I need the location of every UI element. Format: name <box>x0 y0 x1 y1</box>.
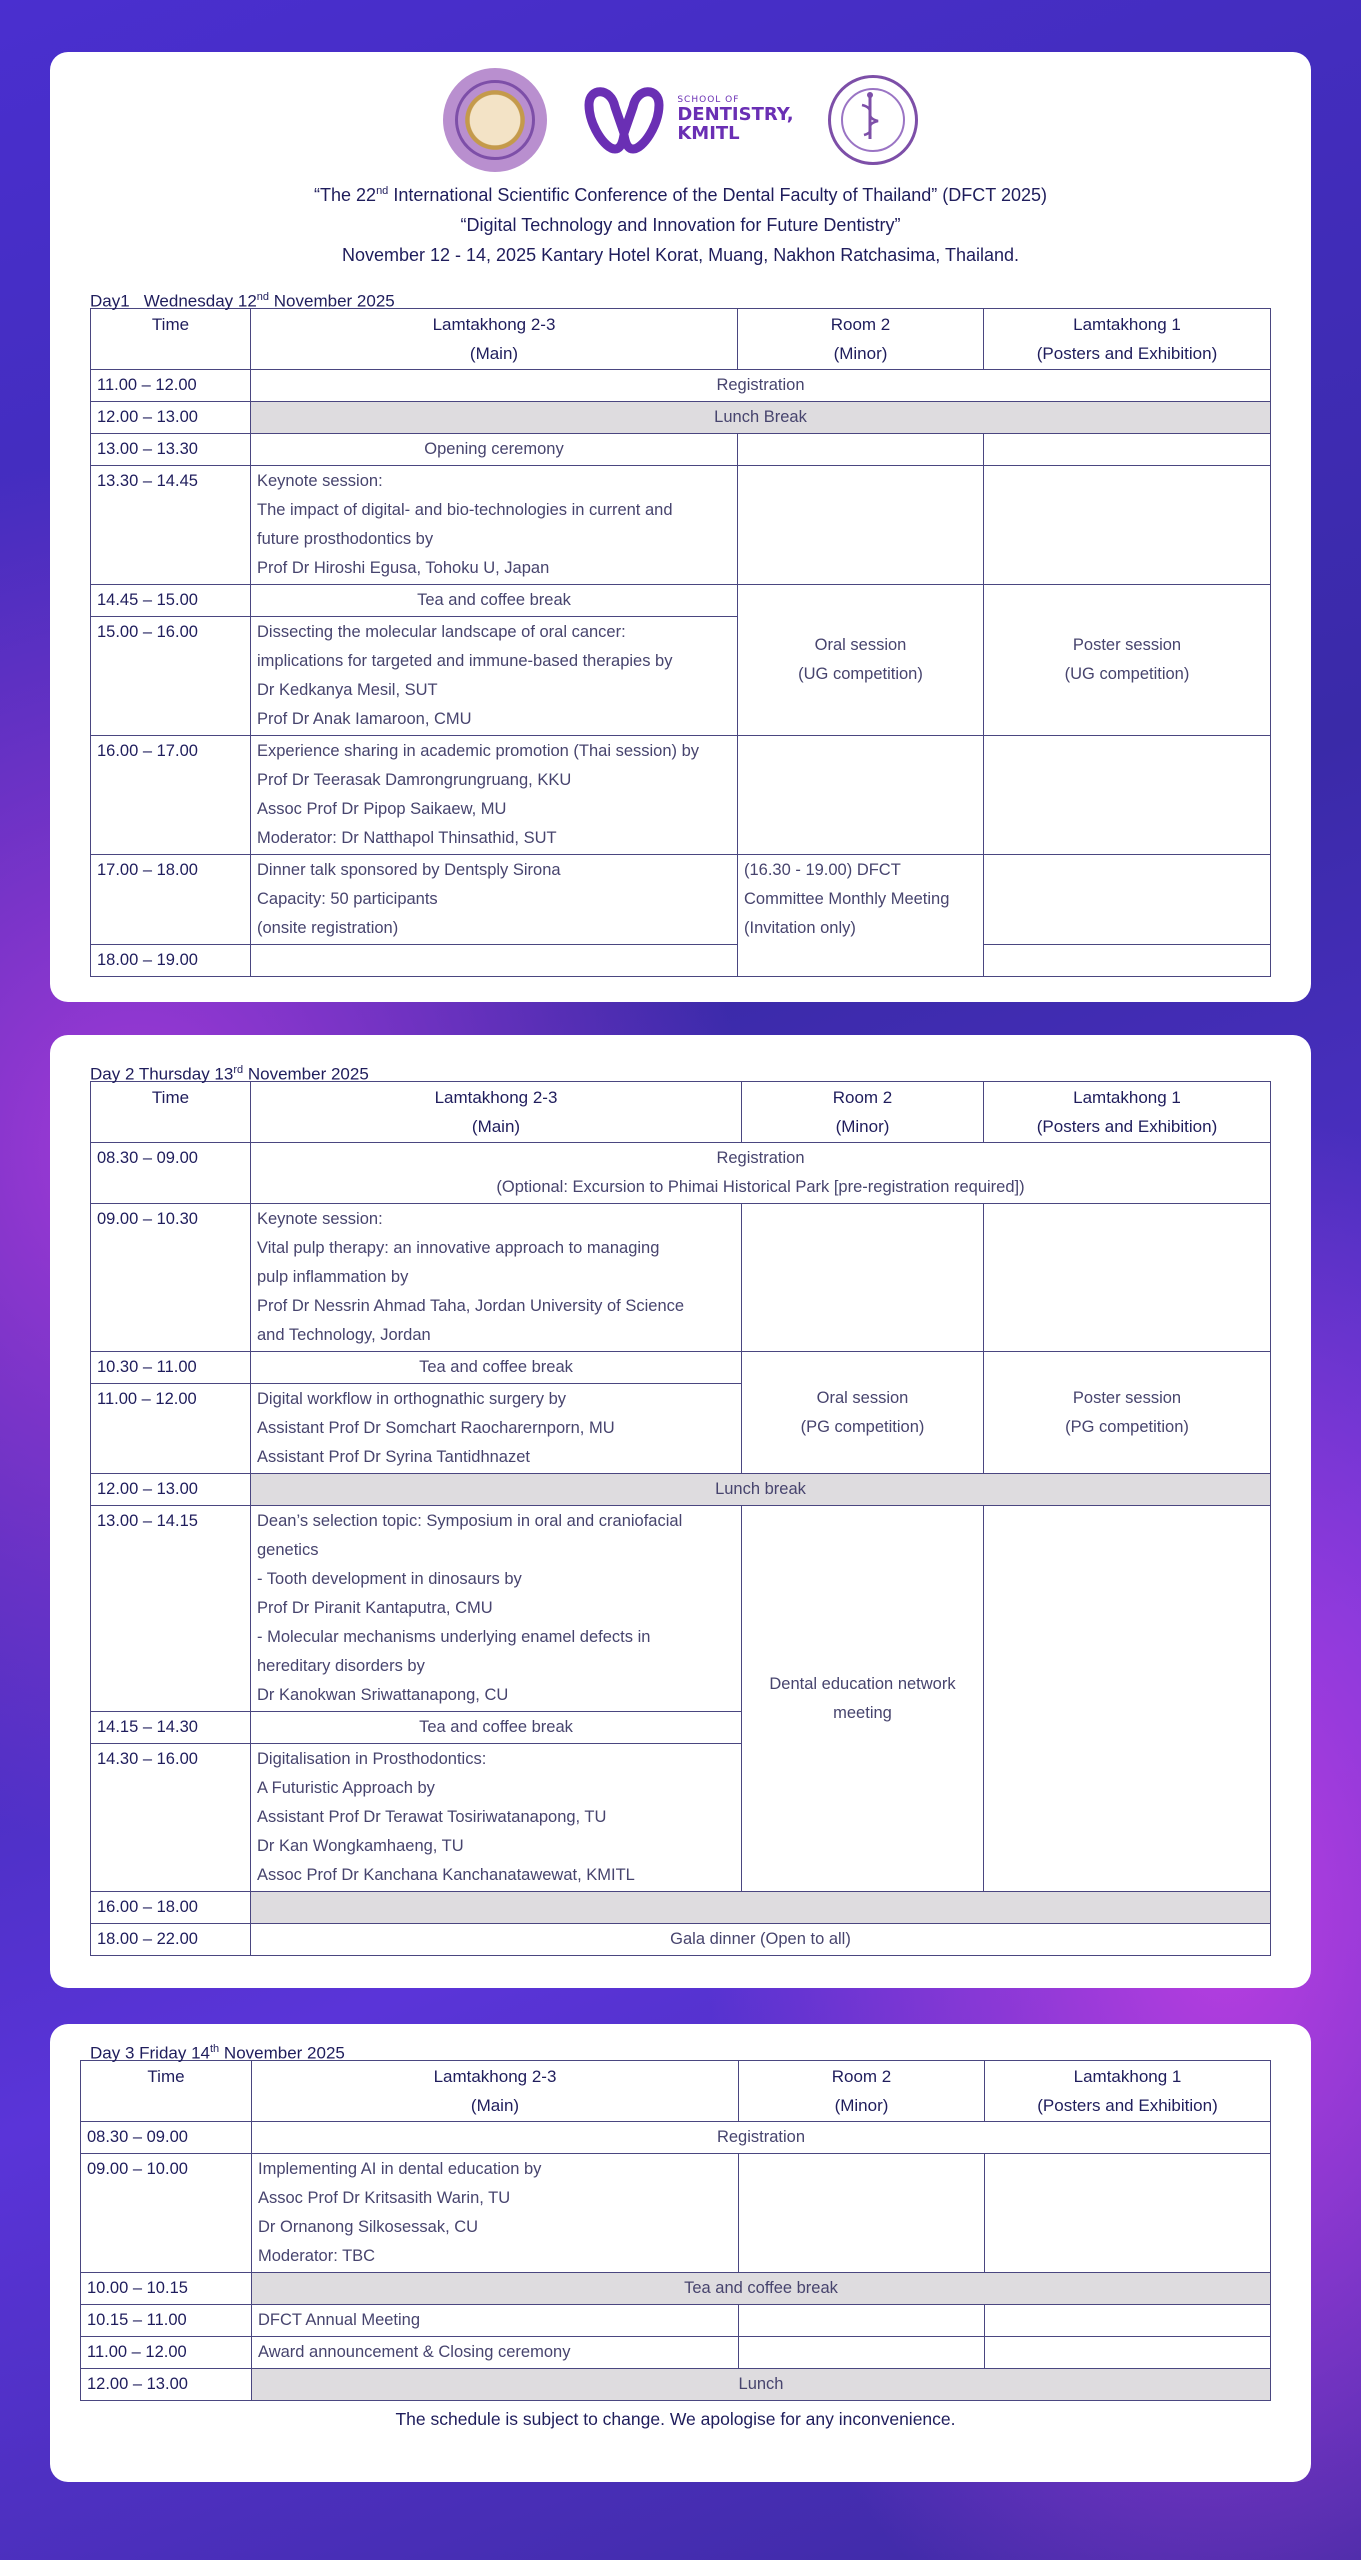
break-cell: Lunch Break <box>251 402 1271 434</box>
session-line: Keynote session: <box>257 472 383 490</box>
logo-kmitl: KMITL <box>677 122 740 144</box>
conference-header <box>90 176 1271 270</box>
empty-cell <box>739 2337 985 2369</box>
empty-cell <box>742 1204 984 1352</box>
break-cell: Lunch <box>252 2369 1271 2401</box>
network-meeting-label: Dental education network <box>769 1674 956 1693</box>
empty-cell <box>984 736 1271 855</box>
col-room2-sub: (Minor) <box>835 1117 890 1136</box>
poster-session-cell <box>984 1352 1271 1474</box>
table-row <box>91 402 1271 434</box>
col-lam1-header <box>984 309 1271 370</box>
session-line: Moderator: Dr Natthapol Thinsathid, SUT <box>257 829 557 847</box>
oral-session-label: Oral session <box>816 1388 909 1407</box>
empty-cell <box>984 855 1271 945</box>
time-cell: 18.00 – 19.00 <box>91 945 251 977</box>
committee-meeting-cell <box>738 855 984 977</box>
day3-label: Day 3 Friday 14 <box>90 2043 210 2063</box>
table-row <box>91 1143 1271 1204</box>
col-lam1-sub: (Posters and Exhibition) <box>1036 344 1218 363</box>
empty-cell <box>984 1506 1271 1892</box>
day1-card <box>50 52 1311 1002</box>
session-line: Dr Kan Wongkamhaeng, TU <box>257 1837 464 1855</box>
col-main-header <box>251 309 738 370</box>
empty-cell <box>984 1204 1271 1352</box>
title-part-a: “The 22 <box>314 185 377 205</box>
session-line: Prof Dr Anak Iamaroon, CMU <box>257 710 472 728</box>
table-row <box>91 1474 1271 1506</box>
network-meeting-cell <box>742 1506 984 1892</box>
conference-theme: “Digital Technology and Innovation for Future Dentistry” <box>460 215 901 235</box>
poster-session-label: Poster session <box>1072 636 1182 654</box>
day3-month: November 2025 <box>219 2043 345 2063</box>
col-lam1-name: Lamtakhong 1 <box>1073 1088 1181 1107</box>
time-cell: 11.00 – 12.00 <box>91 1384 251 1474</box>
session-line: - Molecular mechanisms underlying enamel defects in <box>257 1628 651 1646</box>
session-cell <box>251 736 738 855</box>
col-main-name: Lamtakhong 2-3 <box>433 2067 557 2086</box>
time-cell: 12.00 – 13.00 <box>91 1474 251 1506</box>
time-cell: 13.00 – 14.15 <box>91 1506 251 1712</box>
empty-cell <box>738 736 984 855</box>
session-cell <box>251 1204 742 1352</box>
session-line: Assoc Prof Dr Pipop Saikaew, MU <box>257 800 507 818</box>
col-room2-sub: (Minor) <box>833 344 888 363</box>
col-main-sub: (Main) <box>469 344 519 363</box>
logo-row <box>90 52 1271 170</box>
col-time-header <box>91 1082 251 1143</box>
session-cell <box>251 1744 742 1892</box>
break-cell: Tea and coffee break <box>252 2273 1271 2305</box>
col-time-header <box>91 309 251 370</box>
table-row <box>91 434 1271 466</box>
session-line: The impact of digital- and bio-technologies in current and <box>257 501 673 519</box>
break-cell: Tea and coffee break <box>251 1352 742 1384</box>
day1-date: Wednesday 12 <box>143 291 257 311</box>
session-line: Prof Dr Nessrin Ahmad Taha, Jordan University of Science <box>257 1297 685 1315</box>
time-cell: 18.00 – 22.00 <box>91 1924 251 1956</box>
day2-schedule-table <box>90 1081 1271 1956</box>
day3-date-sup: th <box>210 2043 220 2055</box>
empty-cell <box>984 945 1271 977</box>
session-line: Prof Dr Piranit Kantaputra, CMU <box>257 1599 493 1617</box>
day1-label: Day1 <box>90 291 130 311</box>
empty-cell <box>985 2154 1271 2273</box>
table-row <box>81 2154 1271 2273</box>
session-line: Assistant Prof Dr Somchart Raocharernporn, MU <box>257 1419 615 1437</box>
empty-cell <box>739 2154 985 2273</box>
col-lam1-header <box>985 2061 1271 2122</box>
empty-cell <box>985 2305 1271 2337</box>
session-line: Vital pulp therapy: an innovative approach to managing <box>257 1239 660 1257</box>
table-row <box>91 1892 1271 1924</box>
session-line: Assoc Prof Dr Kanchana Kanchanatawewat, KMITL <box>257 1866 635 1884</box>
table-row <box>91 855 1271 945</box>
session-cell <box>251 1506 742 1712</box>
table-row <box>91 1352 1271 1384</box>
session-line: Assoc Prof Dr Kritsasith Warin, TU <box>258 2189 511 2207</box>
col-main-header <box>252 2061 739 2122</box>
col-main-name: Lamtakhong 2-3 <box>434 1088 558 1107</box>
session-line: Keynote session: <box>257 1210 383 1228</box>
col-lam1-name: Lamtakhong 1 <box>1073 2067 1182 2086</box>
day1-schedule-table <box>90 308 1271 977</box>
time-cell: 10.15 – 11.00 <box>81 2305 252 2337</box>
logo-dentistry: DENTISTRY, <box>677 103 794 125</box>
table-header-row <box>81 2061 1271 2122</box>
time-cell: 10.00 – 10.15 <box>81 2273 252 2305</box>
session-line: and Technology, Jordan <box>257 1326 431 1344</box>
empty-cell <box>251 945 738 977</box>
day2-date-sup: rd <box>233 1064 244 1076</box>
table-row <box>91 370 1271 402</box>
break-cell: Lunch break <box>251 1474 1271 1506</box>
session-line: Dr Ornanong Silkosessak, CU <box>258 2218 479 2236</box>
poster-session-sub: (PG competition) <box>1065 1417 1189 1436</box>
session-line: Prof Dr Hiroshi Egusa, Tohoku U, Japan <box>257 559 550 577</box>
poster-session-sub: (UG competition) <box>1064 665 1190 683</box>
session-cell: DFCT Annual Meeting <box>252 2305 739 2337</box>
col-lam1-header <box>984 1082 1271 1143</box>
time-cell: 11.00 – 12.00 <box>91 370 251 402</box>
table-header-row <box>91 309 1271 370</box>
table-row <box>91 1204 1271 1352</box>
col-room2-name: Room 2 <box>832 1088 893 1107</box>
col-time-label: Time <box>147 2067 185 2086</box>
schedule-disclaimer: The schedule is subject to change. We apologise for any inconvenience. <box>395 2409 956 2429</box>
conference-date-venue: November 12 - 14, 2025 Kantary Hotel Korat, Muang, Nakhon Ratchasima, Thailand. <box>341 245 1020 265</box>
time-cell: 08.30 – 09.00 <box>91 1143 251 1204</box>
time-cell: 13.00 – 13.30 <box>91 434 251 466</box>
col-time-label: Time <box>151 1088 190 1107</box>
session-line: Assistant Prof Dr Terawat Tosiriwatanapong, TU <box>257 1808 607 1826</box>
col-lam1-sub: (Posters and Exhibition) <box>1036 1117 1218 1136</box>
col-lam1-name: Lamtakhong 1 <box>1073 315 1181 334</box>
table-row <box>91 1506 1271 1712</box>
day3-title <box>80 2038 1271 2063</box>
col-time-header <box>81 2061 252 2122</box>
time-cell: 15.00 – 16.00 <box>91 617 251 736</box>
session-line: Dean’s selection topic: Symposium in oral and craniofacial <box>257 1512 683 1530</box>
day2-title <box>90 1059 1271 1084</box>
table-row <box>91 585 1271 617</box>
session-cell <box>251 466 738 585</box>
day2-label: Day 2 Thursday 13 <box>90 1064 234 1084</box>
session-line: (onsite registration) <box>257 919 399 937</box>
table-header-row <box>91 1082 1271 1143</box>
table-row <box>81 2337 1271 2369</box>
session-cell <box>251 617 738 736</box>
table-row <box>81 2122 1271 2154</box>
day1-month: November 2025 <box>269 291 395 311</box>
table-row <box>91 1924 1271 1956</box>
time-cell: 12.00 – 13.00 <box>81 2369 252 2401</box>
session-line: (16.30 - 19.00) DFCT <box>744 861 901 879</box>
day2-month: November 2025 <box>243 1064 369 1084</box>
session-line: Dr Kanokwan Sriwattanapong, CU <box>257 1686 509 1704</box>
title-part-b: International Scientific Conference of the Dental Faculty of Thailand” (DFCT 2025) <box>388 185 1047 205</box>
session-line: Dissecting the molecular landscape of oral cancer: <box>257 623 626 641</box>
session-line: implications for targeted and immune-based therapies by <box>257 652 673 670</box>
session-line: Assistant Prof Dr Syrina Tantidhnazet <box>257 1448 530 1466</box>
session-line: Digitalisation in Prosthodontics: <box>257 1750 487 1768</box>
session-line: Registration <box>716 1149 805 1167</box>
day3-card <box>50 2024 1311 2482</box>
col-main-name: Lamtakhong 2-3 <box>432 315 556 334</box>
tooth-mark-icon <box>581 85 667 155</box>
break-cell: Tea and coffee break <box>251 1712 742 1744</box>
session-line: Experience sharing in academic promotion (Thai session) by <box>257 742 700 760</box>
table-row <box>91 945 1271 977</box>
col-room2-header <box>739 2061 985 2122</box>
session-cell <box>251 855 738 945</box>
oral-session-sub: (PG competition) <box>800 1417 925 1436</box>
session-cell <box>252 2154 739 2273</box>
session-line: Prof Dr Teerasak Damrongrungruang, KKU <box>257 771 572 789</box>
dental-association-seal-logo <box>828 75 918 165</box>
empty-cell <box>739 2305 985 2337</box>
session-line: A Futuristic Approach by <box>257 1779 435 1797</box>
oral-session-cell <box>738 585 984 736</box>
col-lam1-sub: (Posters and Exhibition) <box>1037 2096 1218 2115</box>
session-line: Dinner talk sponsored by Dentsply Sirona <box>257 861 561 879</box>
col-time-label: Time <box>151 315 190 334</box>
oral-session-label: Oral session <box>814 636 907 654</box>
empty-cell <box>985 2337 1271 2369</box>
time-cell: 17.00 – 18.00 <box>91 855 251 945</box>
empty-cell <box>738 434 984 466</box>
empty-cell <box>738 466 984 585</box>
conference-title <box>90 176 1271 210</box>
time-cell: 08.30 – 09.00 <box>81 2122 252 2154</box>
col-room2-name: Room 2 <box>831 2067 892 2086</box>
session-cell: Opening ceremony <box>251 434 738 466</box>
logo-school-of: SCHOOL OF <box>677 95 740 106</box>
time-cell: 16.00 – 18.00 <box>91 1892 251 1924</box>
session-cell: Registration <box>251 370 1271 402</box>
table-row <box>81 2305 1271 2337</box>
day2-card <box>50 1035 1311 1988</box>
session-line: Digital workflow in orthognathic surgery by <box>257 1390 567 1408</box>
poster-session-cell <box>984 585 1271 736</box>
session-line: Moderator: TBC <box>258 2247 376 2265</box>
time-cell: 13.30 – 14.45 <box>91 466 251 585</box>
session-line: (Invitation only) <box>744 919 856 937</box>
oral-session-sub: (UG competition) <box>798 665 923 683</box>
dental-faculty-consortium-logo <box>443 68 547 172</box>
session-line: future prosthodontics by <box>257 530 434 548</box>
kmitl-dentistry-logo <box>581 85 793 155</box>
col-main-sub: (Main) <box>471 1117 521 1136</box>
time-cell: 12.00 – 13.00 <box>91 402 251 434</box>
time-cell: 11.00 – 12.00 <box>81 2337 252 2369</box>
session-cell: Award announcement & Closing ceremony <box>252 2337 739 2369</box>
empty-cell <box>984 434 1271 466</box>
time-cell: 09.00 – 10.00 <box>81 2154 252 2273</box>
col-room2-name: Room 2 <box>830 315 891 334</box>
caduceus-icon <box>828 75 912 159</box>
session-line: hereditary disorders by <box>257 1657 425 1675</box>
session-line: Dr Kedkanya Mesil, SUT <box>257 681 438 699</box>
time-cell: 16.00 – 17.00 <box>91 736 251 855</box>
table-row <box>81 2369 1271 2401</box>
session-line: Capacity: 50 participants <box>257 890 438 908</box>
day1-title <box>90 286 1271 311</box>
session-cell <box>251 1143 1271 1204</box>
col-room2-header <box>742 1082 984 1143</box>
table-row <box>81 2273 1271 2305</box>
session-cell: Registration <box>252 2122 1271 2154</box>
break-cell <box>251 1892 1271 1924</box>
session-line: Implementing AI in dental education by <box>258 2160 542 2178</box>
break-cell: Tea and coffee break <box>251 585 738 617</box>
network-meeting-sub: meeting <box>833 1703 892 1722</box>
time-cell: 14.45 – 15.00 <box>91 585 251 617</box>
table-row <box>91 736 1271 855</box>
oral-session-cell <box>742 1352 984 1474</box>
day1-date-sup: nd <box>256 291 270 303</box>
day3-schedule-table <box>80 2060 1271 2401</box>
col-room2-header <box>738 309 984 370</box>
time-cell: 14.30 – 16.00 <box>91 1744 251 1892</box>
col-main-header <box>251 1082 742 1143</box>
session-cell: Gala dinner (Open to all) <box>251 1924 1271 1956</box>
session-line: genetics <box>257 1541 319 1559</box>
session-cell <box>251 1384 742 1474</box>
session-line: pulp inflammation by <box>257 1268 409 1286</box>
time-cell: 09.00 – 10.30 <box>91 1204 251 1352</box>
col-main-sub: (Main) <box>470 2096 520 2115</box>
table-row <box>91 466 1271 585</box>
session-line: - Tooth development in dinosaurs by <box>257 1570 522 1588</box>
col-room2-sub: (Minor) <box>834 2096 889 2115</box>
title-sup: nd <box>376 185 389 197</box>
session-line: Committee Monthly Meeting <box>744 890 950 908</box>
time-cell: 14.15 – 14.30 <box>91 1712 251 1744</box>
time-cell: 10.30 – 11.00 <box>91 1352 251 1384</box>
poster-session-label: Poster session <box>1072 1388 1182 1407</box>
empty-cell <box>984 466 1271 585</box>
session-line: (Optional: Excursion to Phimai Historical Park [pre-registration required]) <box>496 1178 1025 1196</box>
